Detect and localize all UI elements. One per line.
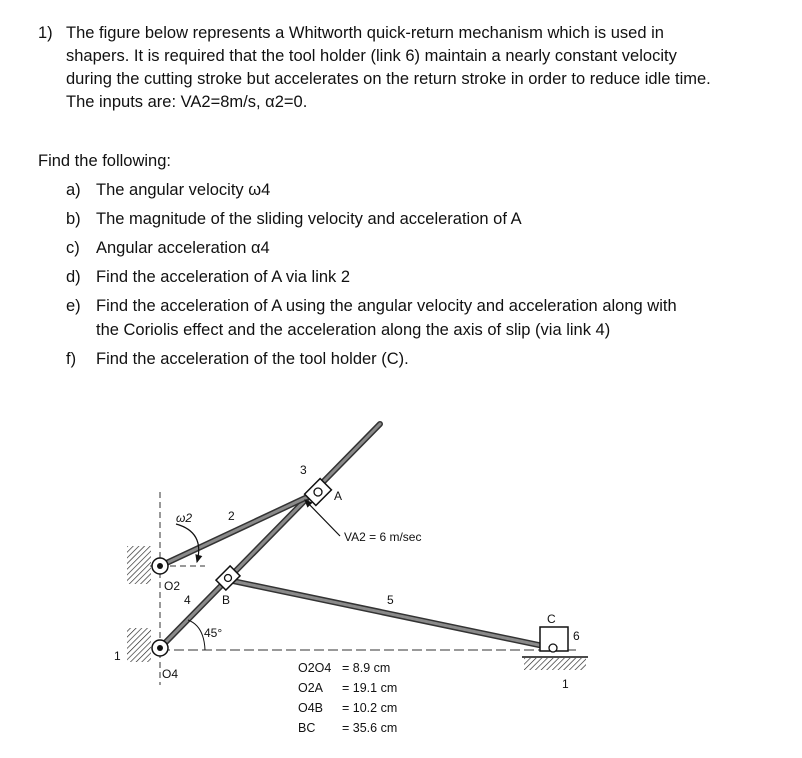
find-heading: Find the following: — [38, 152, 171, 170]
o2-label: O2 — [164, 579, 181, 593]
link6-label: 6 — [573, 629, 580, 643]
point-b-label: B — [222, 593, 231, 607]
item-label: c) — [66, 239, 80, 257]
velocity-label: VA2 = 6 m/sec — [344, 530, 422, 544]
link3-label: 3 — [300, 463, 307, 477]
link4-label: 4 — [184, 593, 191, 607]
omega2-label: ω2 — [176, 511, 193, 525]
dimension-value: = 19.1 cm — [342, 681, 398, 695]
o4-label: O4 — [162, 667, 179, 681]
dimension-name: O2O4 — [298, 661, 332, 675]
velocity-arrow — [305, 500, 340, 536]
whitworth-mechanism-figure — [110, 400, 630, 740]
angle-label: 45° — [204, 626, 223, 640]
ground-hatch-o2 — [127, 546, 151, 584]
item-label: f) — [66, 350, 77, 368]
item-label: b) — [66, 210, 81, 228]
dimension-value: = 35.6 cm — [342, 721, 398, 735]
problem-statement — [66, 22, 776, 114]
ground-hatch-slider — [524, 658, 586, 670]
item-text: The magnitude of the sliding velocity and acceleration of A — [96, 210, 522, 228]
problem-line: The inputs are: VA2=8m/s, α2=0. — [66, 93, 308, 111]
item-label: a) — [66, 181, 81, 199]
dimension-value: = 10.2 cm — [342, 701, 398, 715]
ground-label-slider: 1 — [562, 677, 569, 691]
dimension-name: BC — [298, 721, 316, 735]
item-text: Find the acceleration of A via link 2 — [96, 268, 351, 286]
item-label: d) — [66, 268, 81, 286]
point-c-label: C — [547, 612, 556, 626]
point-a-label: A — [334, 489, 343, 503]
dimension-name: O4B — [298, 701, 324, 715]
slider-block-3 — [305, 479, 332, 506]
dimension-value: = 8.9 cm — [342, 661, 391, 675]
pivot-c — [549, 644, 557, 652]
ground-hatch-o4 — [127, 628, 151, 662]
problem-line: shapers. It is required that the tool holder (link 6) maintain a nearly constant velocity — [66, 47, 677, 65]
item-text: The angular velocity ω4 — [96, 181, 271, 199]
link5-label: 5 — [387, 593, 394, 607]
angle-arc — [188, 620, 205, 650]
item-text: Angular acceleration α4 — [96, 239, 270, 257]
item-text: Find the acceleration of A using the angular velocity and acceleration along with — [96, 297, 677, 315]
problem-line: The figure below represents a Whitworth quick-return mechanism which is used in — [66, 24, 664, 42]
item-label: e) — [66, 297, 81, 315]
item-text: Find the acceleration of the tool holder (C). — [96, 350, 409, 368]
item-text: the Coriolis effect and the acceleration along the axis of slip (via link 4) — [96, 321, 611, 339]
link-5-inner — [228, 580, 553, 648]
pivot-o2-center — [157, 563, 163, 569]
dimension-name: O2A — [298, 681, 324, 695]
problem-line: during the cutting stroke but accelerates on the return stroke in order to reduce idle time. — [66, 70, 711, 88]
link-2-inner — [160, 492, 318, 566]
link2-label: 2 — [228, 509, 235, 523]
pivot-o4-center — [157, 645, 163, 651]
problem-number: 1) — [38, 24, 53, 42]
ground-label: 1 — [114, 649, 121, 663]
